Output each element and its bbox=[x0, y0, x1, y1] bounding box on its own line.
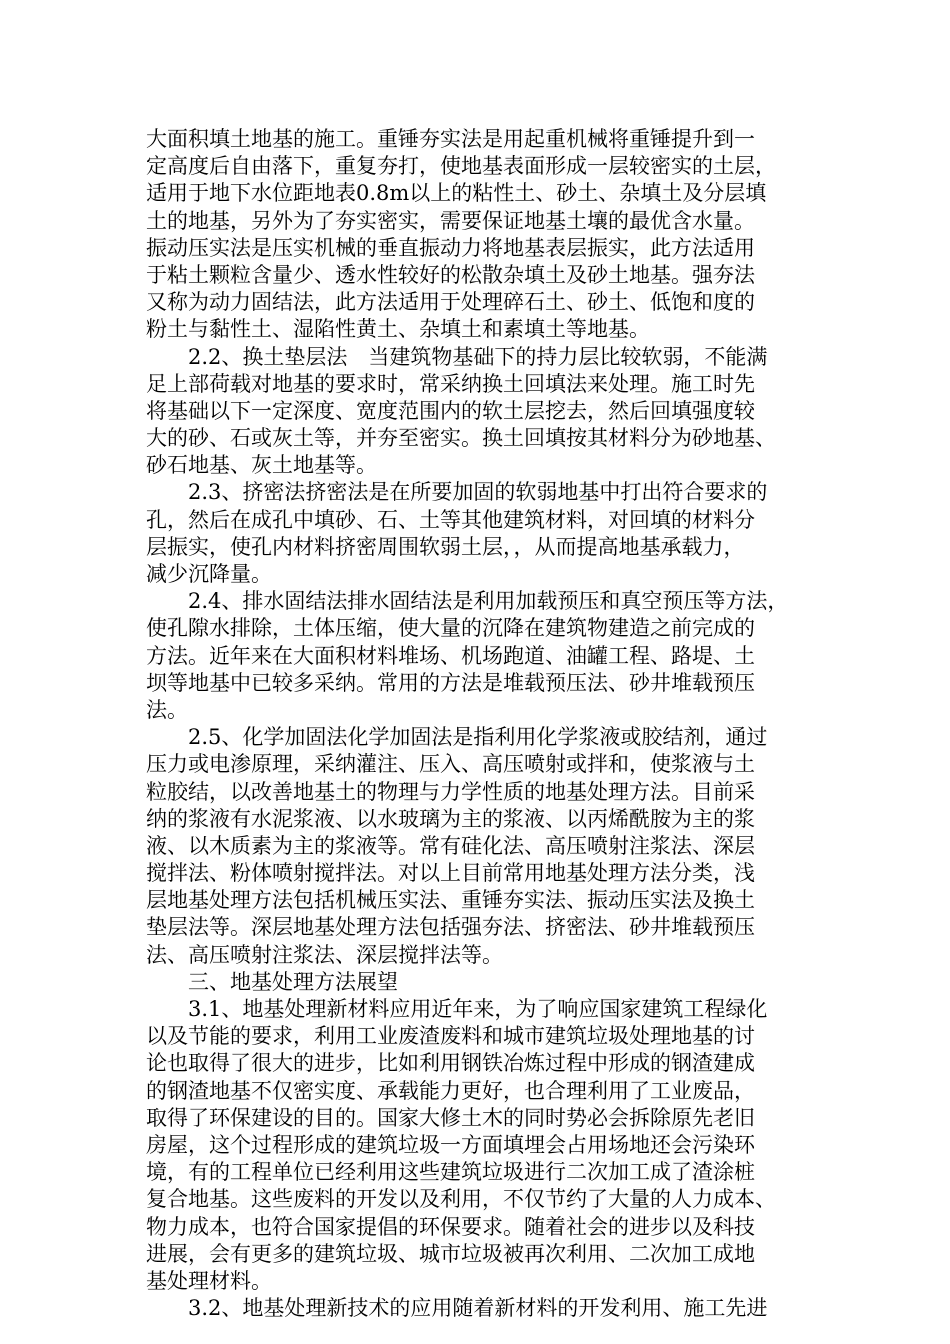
text-line: 的钢渣地基不仅密实度、承载能力更好，也合理利用了工业废品， bbox=[146, 1078, 755, 1103]
text-line: 层振实，使孔内材料挤密周围软弱土层，，从而提高地基承载力， bbox=[146, 534, 745, 559]
text-line: 使孔隙水排除，土体压缩，使大量的沉降在建筑物建造之前完成的 bbox=[146, 616, 755, 641]
text-line: 取得了环保建设的目的。国家大修土木的同时势必会拆除原先老旧 bbox=[146, 1105, 755, 1130]
text-line: 大面积填土地基的施工。重锤夯实法是用起重机械将重锤提升到一 bbox=[146, 127, 755, 151]
text-line: 方法。近年来在大面积材料堆场、机场跑道、油罐工程、路堤、土 bbox=[146, 643, 755, 668]
text-line: 3.1、地基处理新材料应用近年来，为了响应国家建筑工程绿化 bbox=[188, 997, 768, 1021]
text-line: 基处理材料。 bbox=[146, 1268, 272, 1293]
text-line: 压力或电渗原理，采纳灌注、压入、高压喷射或拌和，使浆液与土 bbox=[146, 752, 755, 777]
text-line: 减少沉降量。 bbox=[146, 562, 272, 586]
text-line: 纳的浆液有水泥浆液、以水玻璃为主的浆液、以丙烯酰胺为主的浆 bbox=[146, 806, 755, 831]
text-line: 液、以木质素为主的浆液等。常有硅化法、高压喷射注浆法、深层 bbox=[146, 833, 755, 858]
text-line: 层地基处理方法包括机械压实法、重锤夯实法、振动压实法及换土 bbox=[146, 888, 755, 913]
text-line: 粒胶结，以改善地基土的物理与力学性质的地基处理方法。目前采 bbox=[146, 779, 755, 804]
text-line: 又称为动力固结法，此方法适用于处理碎石土、砂土、低饱和度的 bbox=[146, 290, 755, 315]
text-line: 2.2、换土垫层法 当建筑物基础下的持力层比较软弱，不能满 bbox=[188, 344, 768, 369]
text-line: 振动压实法是压实机械的垂直振动力将地基表层振实，此方法适用 bbox=[146, 235, 755, 260]
text-line: 足上部荷载对地基的要求时，常采纳换土回填法来处理。施工时先 bbox=[146, 371, 755, 396]
text-line: 以及节能的要求，利用工业废渣废料和城市建筑垃圾处理地基的讨 bbox=[146, 1024, 755, 1049]
text-line: 2.4、排水固结法排水固结法是利用加载预压和真空预压等方法， bbox=[188, 589, 789, 614]
text-line: 进展，会有更多的建筑垃圾、城市垃圾被再次利用、二次加工成地 bbox=[146, 1241, 755, 1266]
text-line: 复合地基。这些废料的开发以及利用，不仅节约了大量的人力成本、 bbox=[146, 1187, 776, 1212]
text-line: 大的砂、石或灰土等，并夯至密实。换土回填按其材料分为砂地基、 bbox=[146, 426, 776, 451]
text-line: 于粘土颗粒含量少、透水性较好的松散杂填土及砂土地基。强夯法 bbox=[146, 262, 755, 287]
text-line: 三、地基处理方法展望 bbox=[188, 969, 398, 994]
text-line: 孔，然后在成孔中填砂、石、土等其他建筑材料，对回填的材料分 bbox=[146, 507, 755, 532]
text-line: 法、高压喷射注浆法、深层搅拌法等。 bbox=[146, 942, 503, 967]
text-line: 砂石地基、灰土地基等。 bbox=[146, 453, 377, 478]
text-line: 境，有的工程单位已经利用这些建筑垃圾进行二次加工成了渣涂桩 bbox=[146, 1160, 755, 1185]
text-line: 搅拌法、粉体喷射搅拌法。对以上目前常用地基处理方法分类，浅 bbox=[146, 861, 755, 886]
text-line: 3.2、地基处理新技术的应用随着新材料的开发利用、施工先进 bbox=[188, 1296, 768, 1321]
text-line: 定高度后自由落下，重复夯打，使地基表面形成一层较密实的土层， bbox=[146, 154, 776, 179]
text-line: 论也取得了很大的进步，比如利用钢铁冶炼过程中形成的钢渣建成 bbox=[146, 1051, 755, 1076]
body-text bbox=[146, 126, 826, 1322]
text-line: 物力成本，也符合国家提倡的环保要求。随着社会的进步以及科技 bbox=[146, 1214, 755, 1239]
text-line: 法。 bbox=[146, 697, 188, 722]
text-line: 坝等地基中已较多采纳。常用的方法是堆载预压法、砂井堆载预压 bbox=[146, 670, 755, 695]
text-line: 土的地基，另外为了夯实密实，需要保证地基土壤的最优含水量。 bbox=[146, 208, 755, 233]
text-line: 垫层法等。深层地基处理方法包括强夯法、挤密法、砂井堆载预压 bbox=[146, 915, 755, 940]
text-line: 房屋，这个过程形成的建筑垃圾一方面填埋会占用场地还会污染环 bbox=[146, 1132, 755, 1157]
text-line: 2.5、化学加固法化学加固法是指利用化学浆液或胶结剂，通过 bbox=[188, 725, 768, 750]
text-line: 适用于地下水位距地表0.8m以上的粘性土、砂土、杂填土及分层填 bbox=[146, 181, 767, 206]
text-line: 粉土与黏性土、湿陷性黄土、杂填土和素填土等地基。 bbox=[146, 317, 650, 342]
text-line: 将基础以下一定深度、宽度范围内的软土层挖去，然后回填强度较 bbox=[146, 398, 755, 423]
text-line: 2.3、挤密法挤密法是在所要加固的软弱地基中打出符合要求的 bbox=[188, 480, 768, 505]
